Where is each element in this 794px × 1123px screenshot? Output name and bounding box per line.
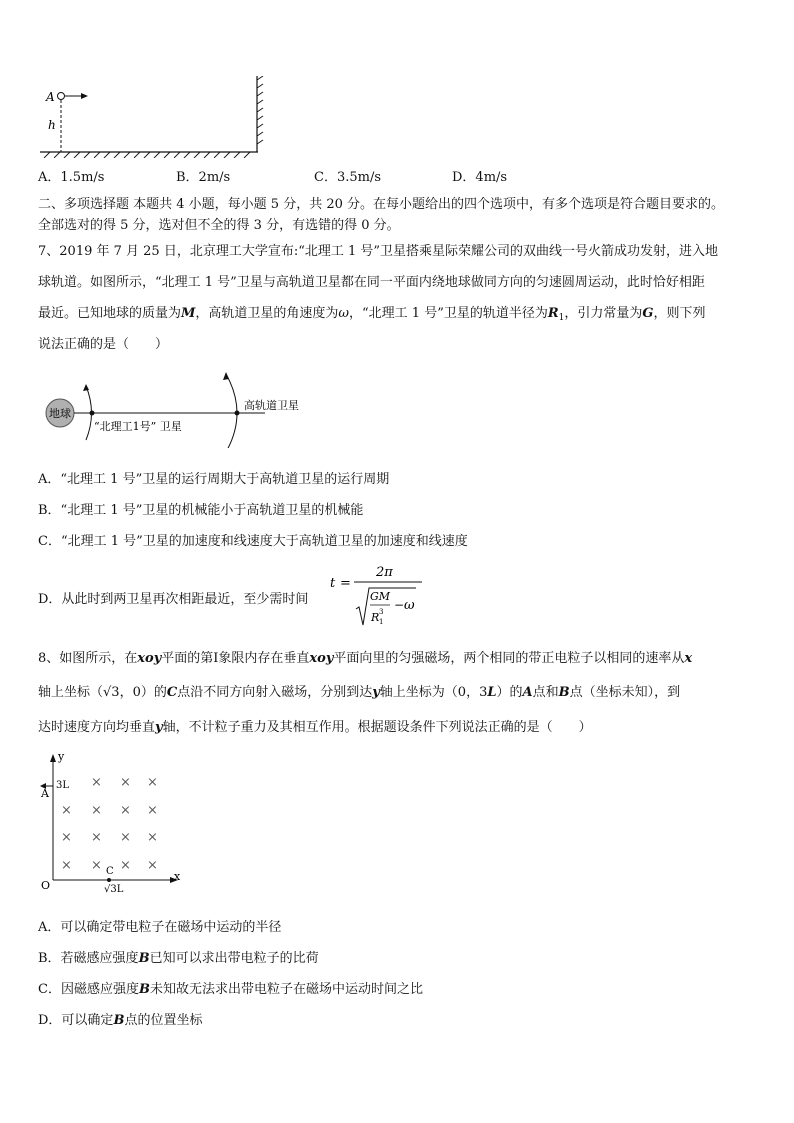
svg-text:×: ×	[61, 830, 72, 845]
inner-orbit-arrow	[83, 384, 89, 391]
wall-figure	[38, 76, 268, 158]
q6-option-b: B．2m/s	[176, 170, 231, 185]
q6-option-d: D．4m/s	[452, 170, 508, 185]
q8-option-c: C．因磁感应强度B未知故无法求出带电粒子在磁场中运动时间之比	[38, 982, 423, 997]
sat2-dot	[235, 411, 240, 416]
origin-label: O	[41, 879, 51, 892]
q7-option-c: C．“北理工 1 号”卫星的加速度和线速度大于高轨道卫星的加速度和线速度	[38, 534, 468, 549]
sat2-label: 高轨道卫星	[244, 399, 299, 412]
svg-text:×: ×	[91, 858, 102, 873]
y-axis-label: y	[58, 750, 65, 763]
svg-text:×: ×	[91, 803, 102, 818]
q7-formula	[328, 562, 428, 632]
q8-option-a: A．可以确定带电粒子在磁场中运动的半径	[38, 920, 282, 935]
svg-text:2π: 2π	[376, 565, 393, 580]
sat1-label: “北理工1号” 卫星	[94, 420, 182, 433]
q7-line1: 7、2019 年 7 月 25 日，北京理工大学宣布:“北理工 1 号”卫星搭乘星际荣耀公司的双曲线一号火箭成功发射，进入地	[38, 244, 719, 259]
x-axis-label: x	[174, 870, 181, 883]
q7-line4: 说法正确的是（ ）	[38, 337, 169, 352]
svg-text:ω: ω	[404, 598, 415, 613]
wall-hatching	[257, 76, 263, 144]
svg-text:×: ×	[147, 858, 158, 873]
point-c	[107, 878, 111, 882]
outer-orbit-arc	[226, 374, 237, 448]
sat1-dot	[90, 411, 95, 416]
svg-text:×: ×	[147, 830, 158, 845]
svg-text:=: =	[340, 576, 351, 591]
svg-text:×: ×	[91, 775, 102, 790]
point-a-label: A	[41, 787, 49, 800]
field-crosses	[61, 775, 158, 873]
q8-line3: 达时速度方向均垂直y轴，不计粒子重力及其相互作用。根据题设条件下列说法正确的是（ ）	[38, 720, 592, 735]
label-h: h	[48, 118, 56, 132]
svg-text:−: −	[394, 598, 405, 612]
svg-text:×: ×	[91, 830, 102, 845]
svg-text:GM: GM	[370, 590, 391, 603]
q7-option-b: B．“北理工 1 号”卫星的机械能小于高轨道卫星的机械能	[38, 503, 364, 518]
q7-line3: 最近。已知地球的质量为M，高轨道卫星的角速度为ω，“北理工 1 号”卫星的轨道半径为$R_1$，引力常量为G，则下列	[38, 306, 706, 323]
svg-text:×: ×	[61, 803, 72, 818]
three-l-label: 3L	[56, 780, 70, 791]
y-axis-arrow	[50, 754, 56, 762]
q7-line2: 球轨道。如图所示，“北理工 1 号”卫星与高轨道卫星都在同一平面内绕地球做同方向的匀速圆周运动，此时恰好相距	[38, 275, 705, 290]
ground-hatching	[44, 152, 250, 158]
q6-option-a: A．1.5m/s	[38, 170, 105, 185]
section2-line2: 全部选对的得 5 分，选对但不全的得 3 分，有选错的得 0 分。	[38, 218, 400, 233]
sqrt3l-label: √3L	[104, 884, 124, 895]
svg-text:1: 1	[379, 618, 384, 626]
svg-text:×: ×	[120, 775, 131, 790]
svg-text:R: R	[371, 611, 380, 624]
q8-option-b: B．若磁感应强度B已知可以求出带电粒子的比荷	[38, 951, 319, 966]
q8-line1: 8、如图所示，在xoy平面的第Ⅰ象限内存在垂直xoy平面向里的匀强磁场，两个相同的带正电粒子以相同的速率从x	[38, 651, 693, 666]
earth-label: 地球	[49, 407, 71, 420]
point-c-label: C	[106, 866, 114, 877]
label-a: A	[46, 90, 55, 104]
field-figure	[38, 750, 198, 900]
svg-text:×: ×	[120, 858, 131, 873]
svg-text:×: ×	[120, 803, 131, 818]
q6-option-c: C．3.5m/s	[314, 170, 381, 185]
q8-line2: 轴上坐标（√3，0）的C点沿不同方向射入磁场，分别到达y轴上坐标为（0，3L）的A点和B点（坐标未知），到	[38, 685, 681, 700]
orbit-figure	[40, 368, 340, 448]
svg-text:t: t	[330, 576, 336, 591]
svg-text:×: ×	[147, 775, 158, 790]
outer-orbit-arrow	[223, 372, 229, 380]
svg-text:×: ×	[120, 830, 131, 845]
velocity-arrowhead	[81, 93, 88, 99]
q8-option-d: D．可以确定B点的位置坐标	[38, 1013, 203, 1028]
q7-option-a: A．“北理工 1 号”卫星的运行周期大于高轨道卫星的运行周期	[38, 472, 390, 487]
q7-option-d: D．从此时到两卫星再次相距最近，至少需时间	[38, 592, 309, 607]
ball-point	[58, 93, 65, 100]
svg-text:3: 3	[379, 608, 384, 616]
section2-line1: 二、多项选择题 本题共 4 小题，每小题 5 分，共 20 分。在每小题给出的四个选项中，有多个选项是符合题目要求的。	[38, 197, 725, 212]
svg-text:×: ×	[147, 803, 158, 818]
svg-text:×: ×	[61, 858, 72, 873]
